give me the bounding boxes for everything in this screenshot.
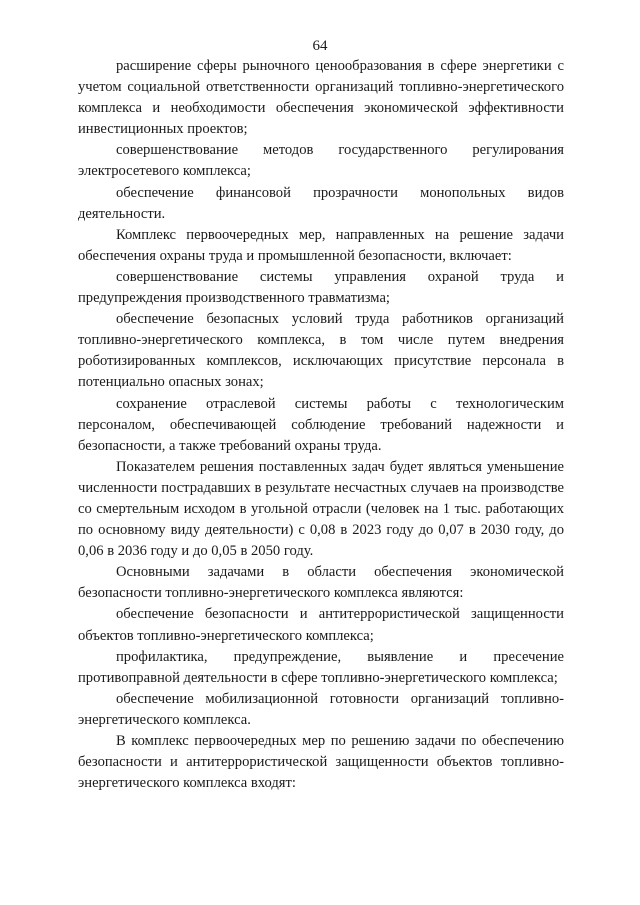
paragraph-monopoly-transparency: обеспечение финансовой прозрачности монопольных видов деятельности.: [78, 184, 564, 222]
paragraph-grid-regulation: совершенствование методов государственного регулирования электросетевого комплекса;: [78, 142, 564, 180]
paragraph-prevention: профилактика, предупреждение, выявление и пресечение противоправной деятельности в сфере топливно-энергетического комплекса;: [78, 648, 564, 686]
page-number: 64: [312, 38, 328, 54]
paragraph-indicator: Показателем решения поставленных задач будет являться уменьшение численности пострадавших в результате несчастных случаев на производстве со смертельным исходом в угольной отрасли (человек на 1 тыс. работающих по основному виду деятельности) с 0,08 в 2023 году до 0,07 в 2030 году, до 0,06 в 2036 году и до 0,05 в 2050 году.: [78, 458, 564, 560]
paragraph-personnel-system: сохранение отраслевой системы работы с технологическим персоналом, обеспечивающей соблюдение требований надежности и безопасности, а также требований охраны труда.: [78, 395, 564, 454]
document-body: [78, 56, 564, 794]
paragraph-market-pricing: расширение сферы рыночного ценообразования в сфере энергетики с учетом социальной ответственности организаций топливно-энергетического комплекса и необходимости обеспечения экономической эффективности инвестиционных проектов;: [78, 58, 564, 138]
paragraph-antiterror-protection: обеспечение безопасности и антитеррористической защищенности объектов топливно-энергетического комплекса;: [78, 606, 564, 644]
paragraph-economic-security-intro: Основными задачами в области обеспечения экономической безопасности топливно-энергетического комплекса являются:: [78, 564, 564, 602]
paragraph-safe-conditions: обеспечение безопасных условий труда работников организаций топливно-энергетического комплекса, в том числе путем внедрения роботизированных комплексов, исключающих присутствие персонала в потенциально опасных зонах;: [78, 311, 564, 391]
paragraph-labor-safety-intro: Комплекс первоочередных мер, направленных на решение задачи обеспечения охраны труда и промышленной безопасности, включает:: [78, 226, 564, 264]
paragraph-priority-measures: В комплекс первоочередных мер по решению задачи по обеспечению безопасности и антитеррористической защищенности объектов топливно-энергетического комплекса входят:: [78, 733, 564, 792]
paragraph-safety-management: совершенствование системы управления охраной труда и предупреждения производственного травматизма;: [78, 268, 564, 307]
paragraph-mobilization: обеспечение мобилизационной готовности организаций топливно-энергетического комплекса.: [78, 690, 564, 728]
